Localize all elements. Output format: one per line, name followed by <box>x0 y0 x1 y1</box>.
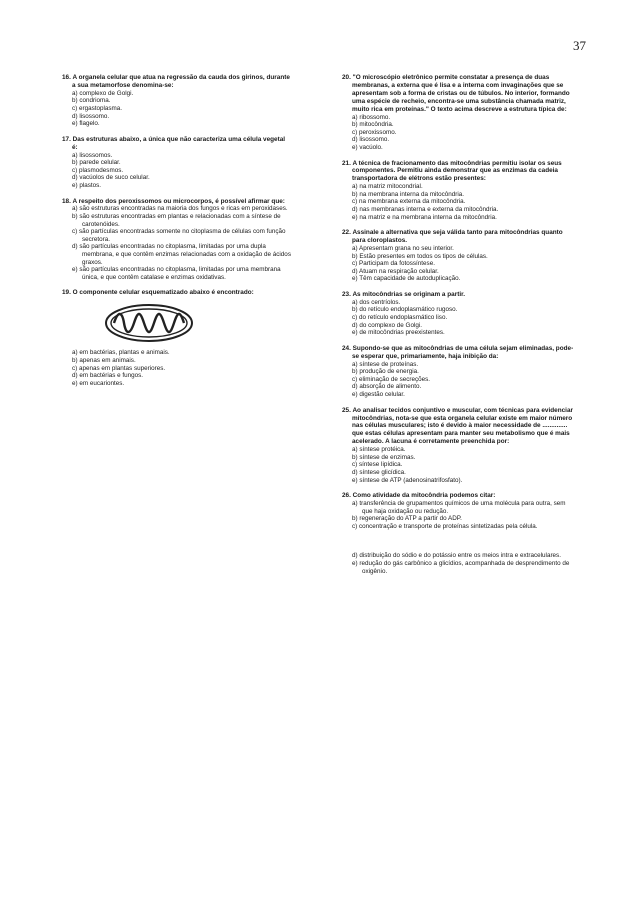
option-b: b) do retículo endoplasmático rugoso. <box>352 306 458 314</box>
option-d: d) absorção de alimento. <box>352 383 422 391</box>
question-16 <box>62 74 292 128</box>
question-text: As mitocôndrias se originam a partir. <box>352 290 466 298</box>
option-a: a) transferência de grupamentos químicos de uma molécula para outra, sem que haja oxidação ou redução. <box>352 500 566 515</box>
option-c: c) eliminação de secreções. <box>352 375 431 383</box>
option-d: d) lisossomo. <box>72 112 110 120</box>
option-a: a) são estruturas encontradas na maioria dos fungos e ricas em peroxidases. <box>72 205 288 213</box>
option-a: a) dos centríolos. <box>352 298 401 306</box>
page-gap <box>342 530 574 552</box>
question-text: Ao analisar tecidos conjuntivo e muscular, com técnicas para evidenciar mitocôndrias, nota-se que esta organela celular existe em maior número nas células musculares; isto é devido à maior necessidade de .............. que estas células apresentam para manter seu metabolismo que é mais acelerado. A lacuna é corretamente preenchida por: <box>352 406 573 446</box>
option-c: c) peroxissomo. <box>352 128 397 136</box>
option-c: c) do retículo endoplasmático liso. <box>352 314 448 322</box>
question-number: 26. <box>342 492 351 500</box>
question-number: 19. <box>62 289 71 297</box>
option-c: c) apenas em plantas superiores. <box>72 364 166 372</box>
option-c: c) na membrana externa da mitocôndria. <box>352 198 466 206</box>
question-18 <box>62 198 292 282</box>
question-text: A respeito dos peroxissomos ou microcorpos, é possível afirmar que: <box>72 197 285 205</box>
option-b: b) regeneração do ATP a partir do ADP. <box>352 515 462 523</box>
question-17 <box>62 136 292 190</box>
option-b: b) síntese de enzimas. <box>352 453 416 461</box>
left-column <box>62 74 292 395</box>
question-text: Como atividade da mitocôndria podemos citar: <box>352 492 496 500</box>
option-a: a) síntese protéica. <box>352 446 406 454</box>
option-a: a) síntese de proteínas. <box>352 360 419 368</box>
option-a: a) Apresentam grana no seu interior. <box>352 245 454 252</box>
question-number: 18. <box>62 197 71 205</box>
option-d: d) Atuam na respiração celular. <box>352 267 439 275</box>
option-a: a) complexo de Golgi. <box>72 89 134 97</box>
option-b: b) produção de energia. <box>352 368 419 376</box>
option-d: d) são partículas encontradas no citoplasma, limitadas por uma dupla membrana, e que contêm enzimas relacionadas com a oxidação de ácidos graxos. <box>72 243 291 266</box>
option-c: c) síntese lipídica. <box>352 461 403 469</box>
option-e: e) na matriz e na membrana interna da mitocôndria. <box>352 213 497 221</box>
option-d: d) nas membranas interna e externa da mitocôndria. <box>352 206 499 213</box>
question-text: Supondo-se que as mitocôndrias de uma célula sejam eliminadas, pode-se esperar que, primariamente, haja inibição da: <box>352 344 574 360</box>
right-column <box>342 74 574 583</box>
question-number: 24. <box>342 344 351 352</box>
option-c: c) ergastoplasma. <box>72 105 123 112</box>
option-c: c) plasmodesmos. <box>72 166 124 174</box>
question-number: 16. <box>62 74 71 81</box>
option-c: c) concentração e transporte de proteínas sintetizadas pela célula. <box>352 522 538 530</box>
question-number: 21. <box>342 159 351 167</box>
option-e: e) digestão celular. <box>352 391 405 399</box>
option-e: e) são partículas encontradas no citoplasma, limitadas por uma membrana única, e que contêm catalase e enzimas oxidativas. <box>72 266 281 281</box>
question-text: A técnica de fracionamento das mitocôndrias permitiu isolar os seus componentes. Permitiu ainda demonstrar que as enzimas da cadeia transportadora de elétrons estão presentes: <box>352 159 562 183</box>
question-number: 25. <box>342 406 351 414</box>
question-23 <box>342 291 574 337</box>
option-d: d) distribuição do sódio e do potássio entre os meios intra e extracelulares. <box>352 552 561 560</box>
option-a: a) em bactérias, plantas e animais. <box>72 349 170 357</box>
question-24 <box>342 345 574 399</box>
option-e: e) de mitocôndrias preexistentes. <box>352 329 445 337</box>
option-d: d) vacúolos de suco celular. <box>72 174 150 182</box>
question-21 <box>342 160 574 222</box>
option-a: a) na matriz mitocondrial. <box>352 183 423 191</box>
option-a: a) lisossomos. <box>72 151 113 159</box>
option-e: e) redução do gás carbônico a glicídios, acompanhada de desprendimento de oxigênio. <box>352 560 570 575</box>
question-26 <box>342 492 574 575</box>
question-number: 17. <box>62 135 71 143</box>
option-b: b) apenas em animais. <box>72 356 136 364</box>
option-b: b) Estão presentes em todos os tipos de células. <box>352 252 488 260</box>
question-text: Assinale a alternativa que seja válida tanto para mitocôndrias quanto para cloroplastos. <box>352 229 563 245</box>
option-a: a) ribossomo. <box>352 113 391 121</box>
option-b: b) parede celular. <box>72 159 121 167</box>
option-b: b) na membrana interna da mitocôndria. <box>352 190 465 198</box>
option-e: e) síntese de ATP (adenosinatrifosfato). <box>352 476 463 484</box>
question-text: Das estruturas abaixo, a única que não caracteriza uma célula vegetal é: <box>72 135 286 151</box>
option-e: e) vacúolo. <box>352 143 383 151</box>
mitochondrion-illustration <box>104 303 194 343</box>
option-b: b) condrioma. <box>72 97 111 105</box>
question-22 <box>342 229 574 283</box>
option-c: c) são partículas encontradas somente no citoplasma de células com função secretora. <box>72 228 286 243</box>
option-d: d) lisossomo. <box>352 136 390 144</box>
option-d: d) do complexo de Golgi. <box>352 321 423 329</box>
option-e: e) flagelo. <box>72 120 100 128</box>
question-text: O componente celular esquematizado abaixo é encontrado: <box>72 289 254 297</box>
option-b: b) são estruturas encontradas em plantas e relacionadas com a síntese de carotenóides. <box>72 213 281 228</box>
question-number: 22. <box>342 229 351 237</box>
question-20 <box>342 74 574 152</box>
option-d: d) em bactérias e fungos. <box>72 372 144 380</box>
question-text: "O microscópio eletrônico permite constatar a presença de duas membranas, a externa que é lisa e a interna com invaginações que se apresentam sob a forma de cristas ou de túbulos. No interior, formando uma espécie de recheio, encontra-se uma substância chamada matriz, muito rica em proteínas." O texto acima descreve a estrutura típica de: <box>352 74 570 113</box>
option-e: e) Têm capacidade de autoduplicação. <box>352 275 461 283</box>
option-e: e) plastos. <box>72 181 102 189</box>
question-19 <box>62 289 292 387</box>
question-25 <box>342 407 574 485</box>
page-number: 37 <box>573 38 586 53</box>
question-number: 23. <box>342 290 351 298</box>
option-e: e) em eucariontes. <box>72 379 125 387</box>
option-b: b) mitocôndria. <box>352 121 394 129</box>
question-number: 20. <box>342 74 351 81</box>
option-d: d) síntese glicídica. <box>352 468 406 476</box>
option-c: c) Participam da fotossíntese. <box>352 260 435 268</box>
question-text: A organela celular que atua na regressão da cauda dos girinos, durante a sua metamorfose denomina-se: <box>72 74 290 89</box>
